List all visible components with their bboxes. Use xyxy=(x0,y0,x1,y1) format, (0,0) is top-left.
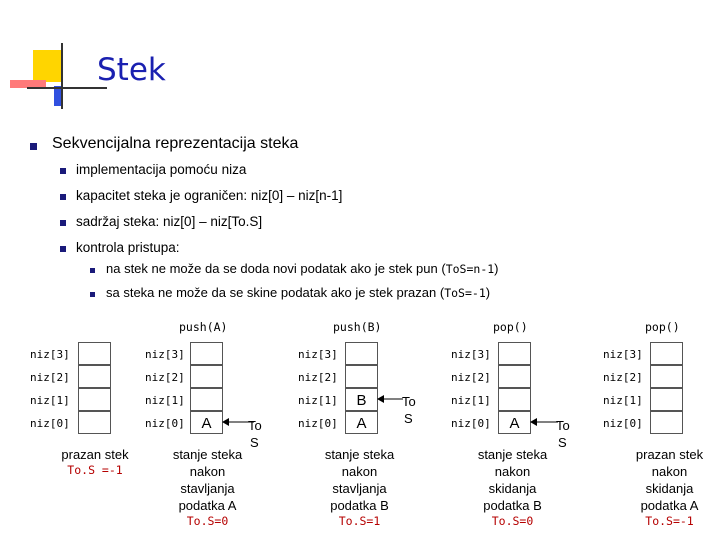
bullet-square xyxy=(60,194,66,200)
stack-caption xyxy=(312,446,407,514)
row-label: niz[1] xyxy=(298,394,338,407)
row-label: niz[0] xyxy=(298,417,338,430)
row-label: niz[3] xyxy=(298,348,338,361)
op-label-pop-2: pop() xyxy=(645,320,680,334)
bullet-square xyxy=(90,268,95,273)
sub4b-part1: sa steka ne može da se skine podatak ako je xyxy=(106,285,370,300)
logo-decoration xyxy=(0,0,110,120)
logo-yellow-square xyxy=(33,50,63,82)
sub1-text: implementacija pomoću niza xyxy=(76,162,247,177)
stack-caption xyxy=(465,446,560,514)
sub3-prefix: sadržaj steka xyxy=(76,214,156,229)
tos-value: To.S=0 xyxy=(491,514,534,528)
stack-cell xyxy=(78,342,111,365)
sub3-text xyxy=(76,214,262,229)
caption-line: podatka B xyxy=(483,498,542,513)
stack-cell xyxy=(190,342,223,365)
sub3-rest: : niz[0] – niz[To.S] xyxy=(155,214,263,229)
stack-cell: A xyxy=(498,411,531,434)
bullet-square xyxy=(60,168,66,174)
stack-cell: A xyxy=(190,411,223,434)
row-label: niz[0] xyxy=(30,417,70,430)
caption-line: stavljanja xyxy=(180,481,235,496)
sub4a-part1: na stek ne može da se doda novi podatak ako je xyxy=(106,261,389,276)
sub4b-part3: ( xyxy=(436,285,445,300)
stack-cell xyxy=(190,365,223,388)
stack-cell: A xyxy=(345,411,378,434)
slide-title: Stek xyxy=(97,52,166,88)
stack-caption xyxy=(160,446,255,514)
row-label: niz[2] xyxy=(298,371,338,384)
bullet-square xyxy=(60,246,66,252)
stack-cell xyxy=(345,342,378,365)
stack-cell xyxy=(498,342,531,365)
s-label: S xyxy=(404,411,413,426)
caption-line: stanje steka xyxy=(324,447,395,462)
stack-cell xyxy=(190,388,223,411)
row-label: niz[2] xyxy=(30,371,70,384)
sub4b-part5: ) xyxy=(485,285,491,300)
caption-line: prazan stek xyxy=(635,447,704,462)
caption-line: stanje steka xyxy=(477,447,548,462)
stack-cell: B xyxy=(345,388,378,411)
row-label: niz[2] xyxy=(603,371,643,384)
tos-value: To.S=0 xyxy=(186,514,229,528)
row-label: niz[3] xyxy=(603,348,643,361)
logo-vertical-line xyxy=(61,43,63,109)
stack-cell xyxy=(78,365,111,388)
stack-cell xyxy=(650,411,683,434)
caption-line: podatka B xyxy=(330,498,389,513)
s-label: S xyxy=(558,435,567,450)
stack-cell xyxy=(498,365,531,388)
sub4a-text xyxy=(106,261,499,276)
row-label: niz[1] xyxy=(30,394,70,407)
sub4b-part2: stek prazan xyxy=(369,285,437,300)
row-label: niz[1] xyxy=(451,394,491,407)
tos-value: To.S=1 xyxy=(338,514,381,528)
sub4a-part3: ( xyxy=(437,261,446,276)
caption-line: stavljanja xyxy=(332,481,387,496)
sub4b-part4: ToS=-1 xyxy=(444,286,486,300)
bullet-square xyxy=(60,220,66,226)
caption-line: prazan stek xyxy=(61,447,129,462)
stack-cell xyxy=(345,365,378,388)
s-label: S xyxy=(250,435,259,450)
row-label: niz[0] xyxy=(603,417,643,430)
caption-line: podatka A xyxy=(178,498,237,513)
caption-line: podatka A xyxy=(640,498,699,513)
stack-cell xyxy=(650,388,683,411)
sub2-prefix: kapacitet steka xyxy=(76,188,167,203)
sub4a-part2: stek pun xyxy=(388,261,438,276)
to-label: To xyxy=(556,418,570,433)
row-label: niz[2] xyxy=(451,371,491,384)
to-label: To xyxy=(402,394,416,409)
stack-cell xyxy=(650,342,683,365)
caption-line: nakon xyxy=(341,464,378,479)
row-label: niz[3] xyxy=(30,348,70,361)
row-label: niz[1] xyxy=(145,394,185,407)
sub4a-part5: ) xyxy=(494,261,499,276)
op-label-push-b: push(B) xyxy=(333,320,382,334)
caption-line: nakon xyxy=(494,464,531,479)
row-label: niz[0] xyxy=(451,417,491,430)
to-label: To xyxy=(248,418,262,433)
caption-line: skidanja xyxy=(488,481,537,496)
sub4-text: kontrola pristupa: xyxy=(76,240,180,255)
stack-cell xyxy=(78,388,111,411)
bullet-square xyxy=(30,143,37,150)
sub2-rest: je ograničen: niz[0] – niz[n-1] xyxy=(166,188,343,203)
op-label-push-a: push(A) xyxy=(179,320,228,334)
row-label: niz[3] xyxy=(451,348,491,361)
tos-value: To.S =-1 xyxy=(67,463,123,477)
caption-line: nakon xyxy=(189,464,226,479)
top-of-stack-arrow xyxy=(377,392,405,406)
bullet-square xyxy=(90,292,95,297)
caption-line: skidanja xyxy=(645,481,694,496)
bullet-main-text: Sekvencijalna reprezentacija steka xyxy=(52,135,299,152)
op-label-pop-1: pop() xyxy=(493,320,528,334)
sub4a-part4: ToS=n-1 xyxy=(445,262,495,276)
row-label: niz[3] xyxy=(145,348,185,361)
caption-line: stanje steka xyxy=(172,447,243,462)
row-label: niz[1] xyxy=(603,394,643,407)
caption-line: nakon xyxy=(651,464,688,479)
logo-horizontal-line xyxy=(27,87,107,89)
stack-caption xyxy=(50,446,140,463)
stack-cell xyxy=(498,388,531,411)
sub2-text xyxy=(76,188,342,203)
row-label: niz[2] xyxy=(145,371,185,384)
sub4b-text xyxy=(106,285,490,300)
tos-value: To.S=-1 xyxy=(645,514,694,528)
stack-caption xyxy=(622,446,717,514)
row-label: niz[0] xyxy=(145,417,185,430)
stack-cell xyxy=(650,365,683,388)
stack-cell xyxy=(78,411,111,434)
